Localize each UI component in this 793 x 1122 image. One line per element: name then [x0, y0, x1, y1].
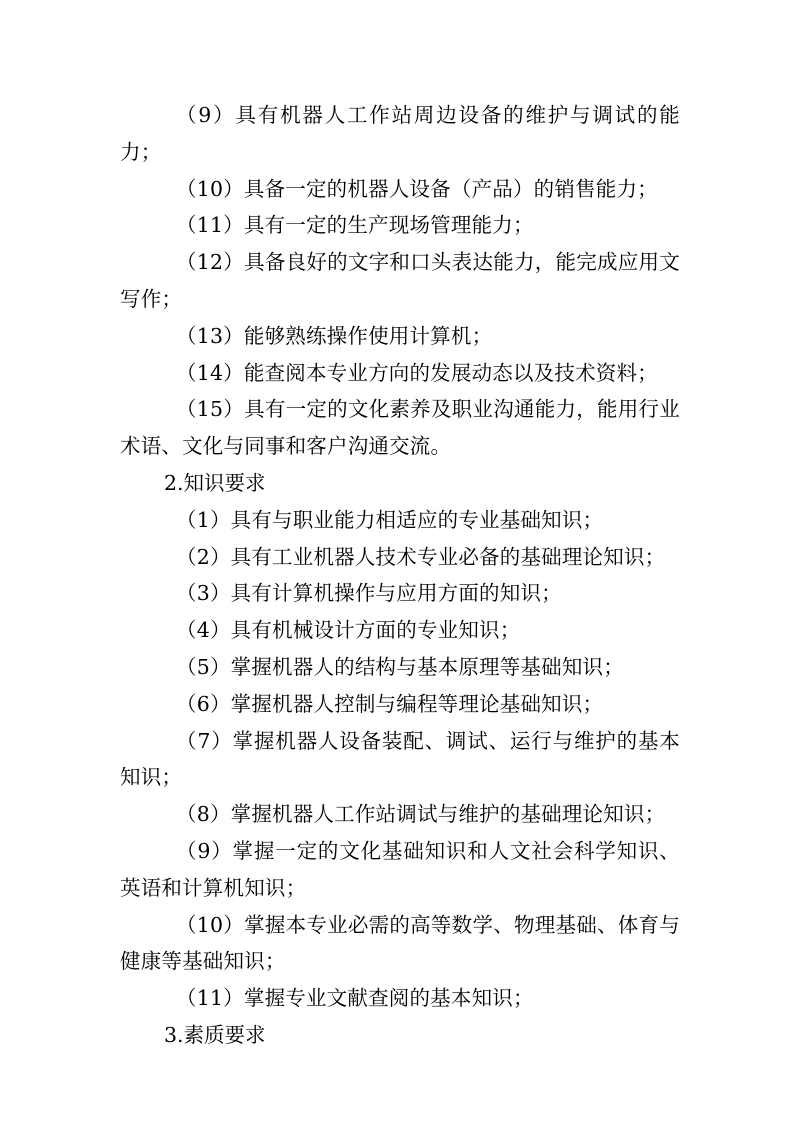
knowledge-requirements-heading: 2.知识要求 — [164, 470, 266, 495]
knowledge-item-5: （5）掌握机器人的结构与基本原理等基础知识； — [176, 654, 624, 679]
ability-item-15: （15）具有一定的文化素养及职业沟通能力，能用行业术语、文化与同事和客户沟通交流。 — [120, 397, 680, 459]
ability-item-14: （14）能查阅本专业方向的发展动态以及技术资料； — [176, 360, 658, 385]
knowledge-item-10: （10）掌握本专业必需的高等数学、物理基础、体育与健康等基础知识； — [120, 912, 680, 974]
knowledge-item-9: （9）掌握一定的文化基础知识和人文社会科学知识、英语和计算机知识； — [120, 838, 680, 900]
quality-requirements-heading: 3.素质要求 — [164, 1022, 266, 1047]
knowledge-item-11: （11）掌握专业文献查阅的基本知识； — [176, 986, 534, 1011]
ability-item-12: （12）具备良好的文字和口头表达能力，能完成应用文写作； — [120, 250, 680, 311]
knowledge-item-7: （7）掌握机器人设备装配、调试、运行与维护的基本知识； — [120, 728, 680, 790]
knowledge-item-4: （4）具有机械设计方面的专业知识； — [176, 618, 521, 643]
knowledge-item-6: （6）掌握机器人控制与编程等理论基础知识； — [176, 691, 604, 716]
knowledge-item-8: （8）掌握机器人工作站调试与维护的基础理论知识； — [176, 802, 666, 827]
ability-item-9: （9）具有机器人工作站周边设备的维护与调试的能力； — [120, 103, 680, 164]
knowledge-item-3: （3）具有计算机操作与应用方面的知识； — [176, 581, 562, 606]
document-body — [120, 97, 680, 1054]
knowledge-item-1: （1）具有与职业能力相适应的专业基础知识； — [176, 507, 604, 532]
knowledge-item-2: （2）具有工业机器人技术专业必备的基础理论知识； — [176, 544, 666, 569]
ability-item-10: （10）具备一定的机器人设备（产品）的销售能力； — [176, 176, 658, 201]
ability-item-13: （13）能够熟练操作使用计算机； — [176, 323, 493, 348]
ability-item-11: （11）具有一定的生产现场管理能力； — [176, 213, 534, 238]
